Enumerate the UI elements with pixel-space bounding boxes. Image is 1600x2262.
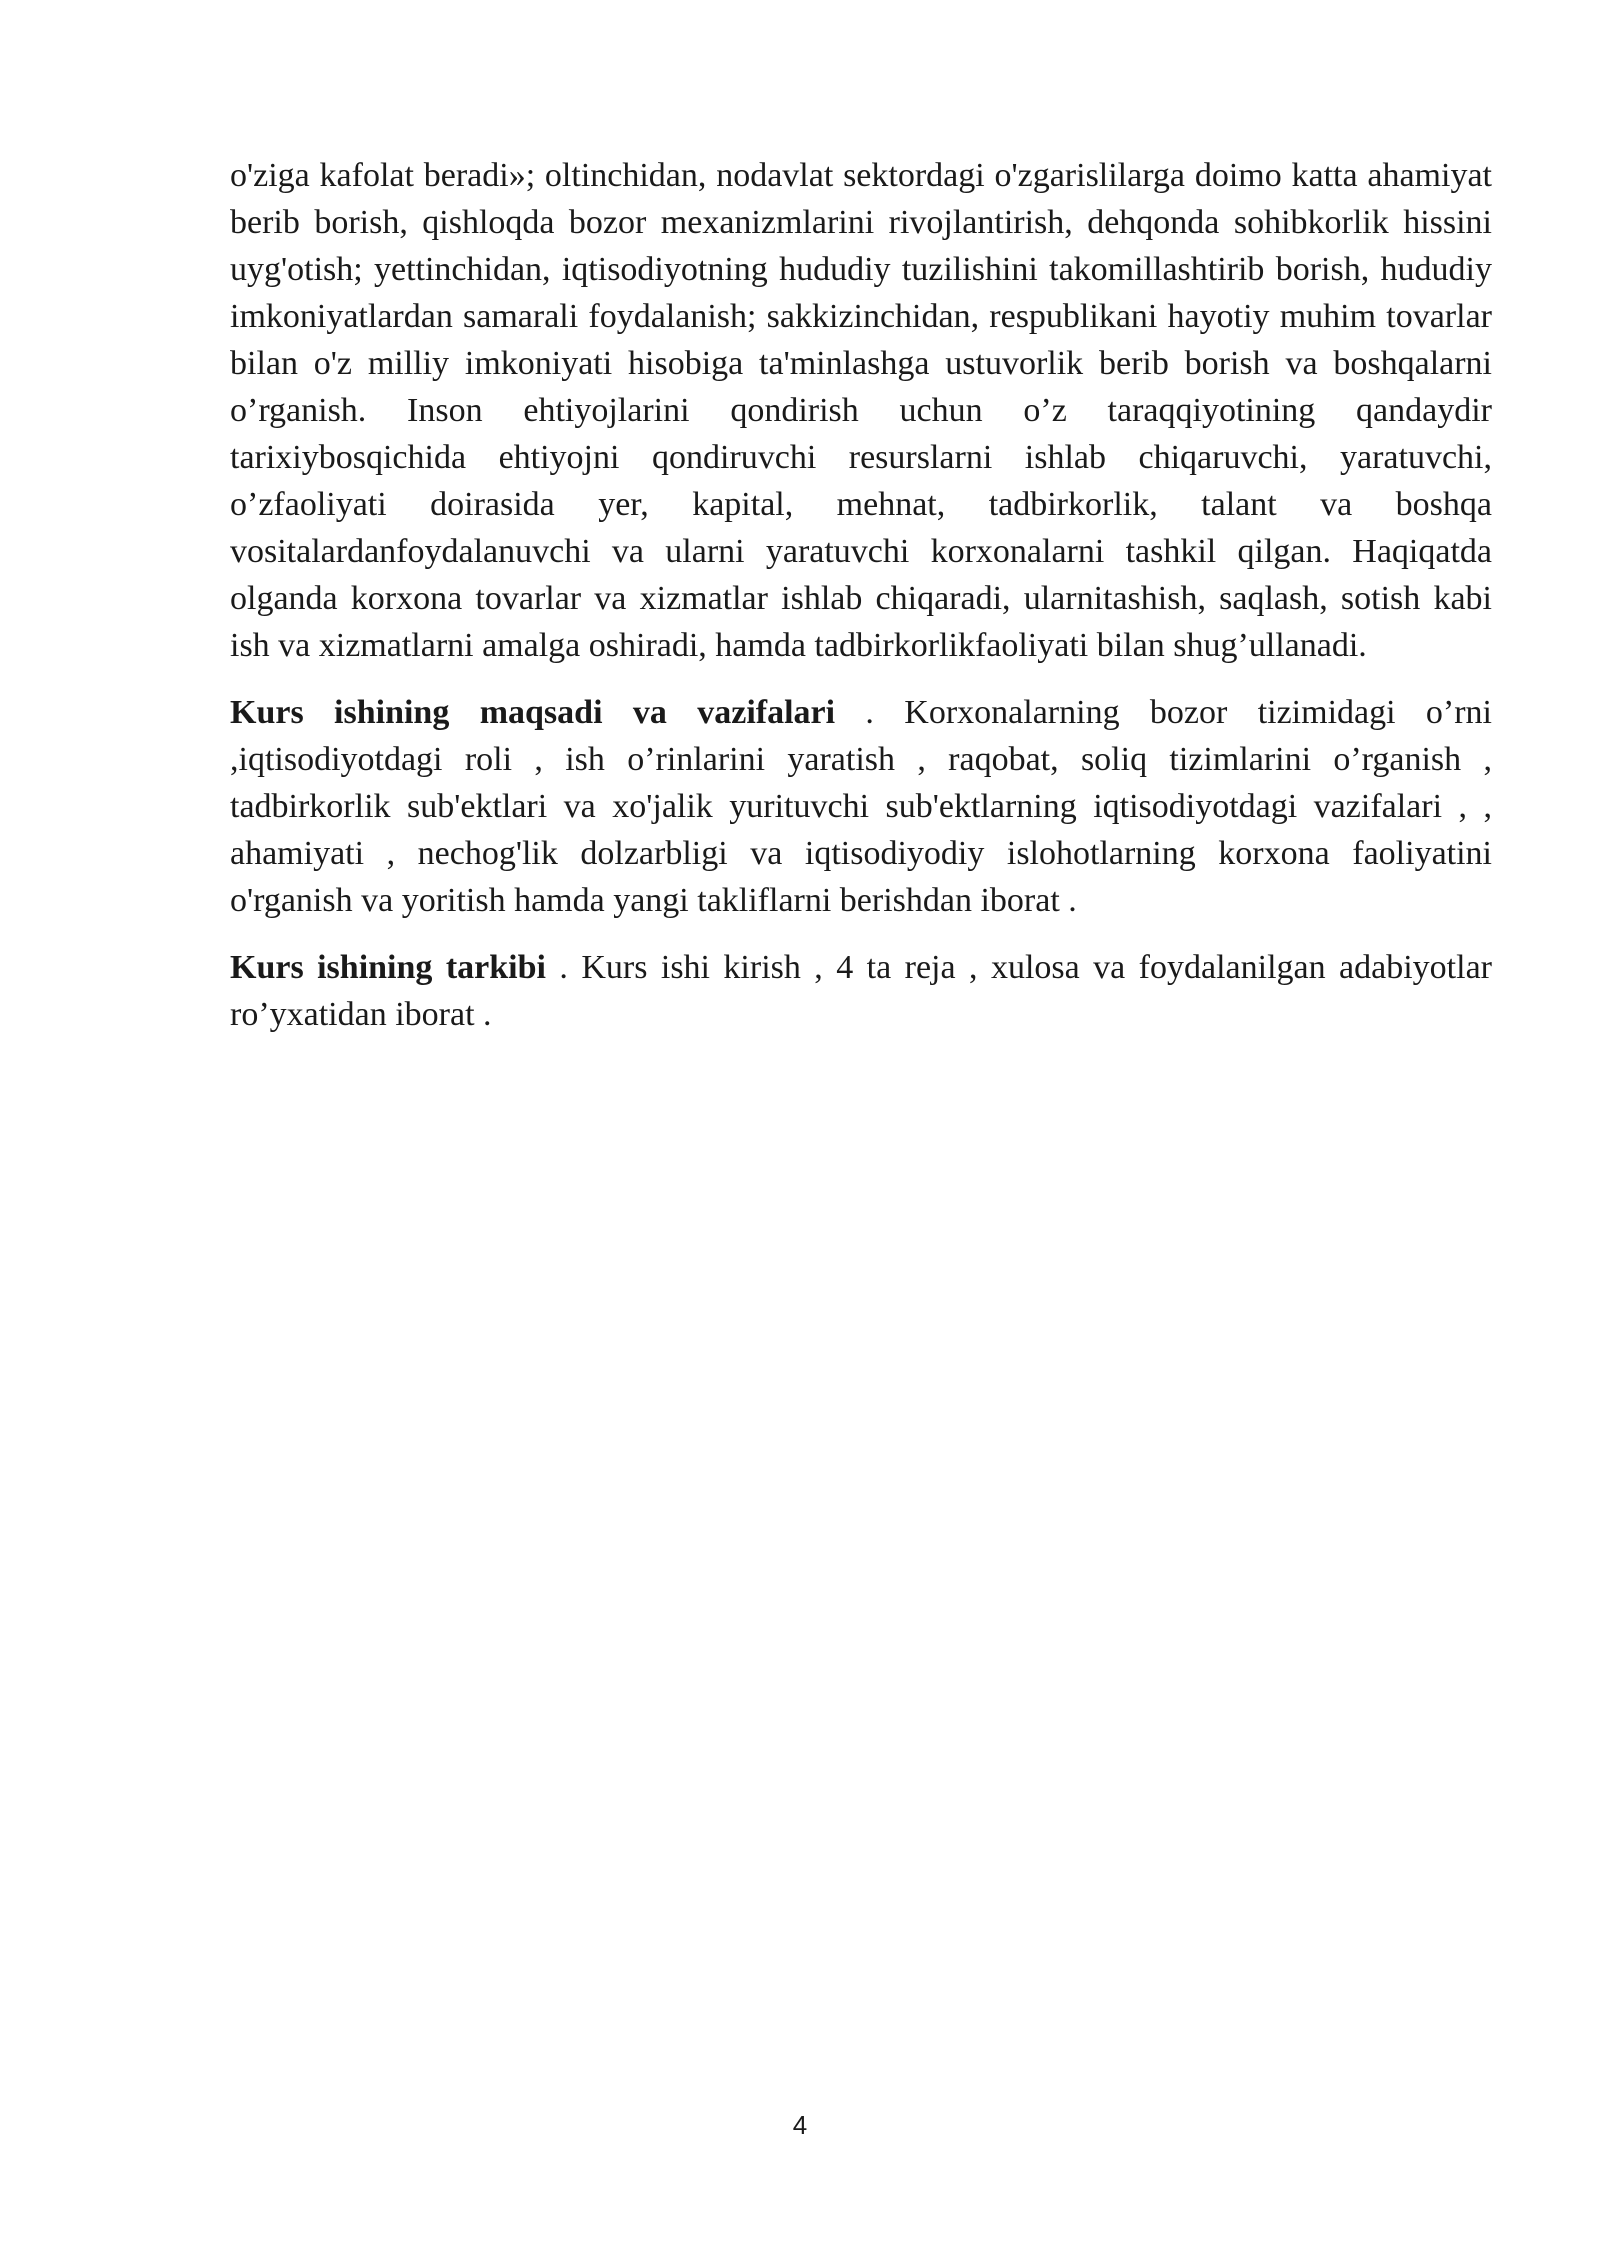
page-number: 4 [792,2110,808,2140]
paragraph-3-text: . Kurs ishi kirish , 4 ta reja , xulosa va foydalanilgan adabiyotlar ro’yxatidan iborat . [230,949,1492,1033]
paragraph-1-text: o'ziga kafolat beradi»; oltinchidan, nodavlat sektordagi o'zgarislilarga doimo katta ahamiyat berib borish, qishloqda bozor mexanizmlarini rivojlantirish, dehqonda sohibkorlik hissini uyg'otish; yettinchidan, iqtisodiyotning hududiy tuzilishini takomillashtirib borish, hududiy imkoniyatlardan samarali foydalanish; sakkizinchidan, respublikani hayotiy muhim tovarlar bilan o'z milliy imkoniyati hisobiga ta'minlashga ustuvorlik berib borish va boshqalarni o’rganish. Inson ehtiyojlarini qondirish uchun o’z taraqqiyotining qandaydir tarixiybosqichida ehtiyojni qondiruvchi resurslarni ishlab chiqaruvchi, yaratuvchi, o’zfaoliyati doirasida yer, kapital, mehnat, tadbirkorlik, talant va boshqa vositalardanfoydalanuvchi va ularni yaratuvchi korxonalarni tashkil qilgan. Haqiqatda olganda korxona tovarlar va xizmatlar ishlab chiqaradi, ularnitashish, saqlash, sotish kabi ish va xizmatlarni amalga oshiradi, hamda tadbirkorlikfaoliyati bilan shug’ullanadi. [230,157,1492,664]
paragraph-1 [230,152,1492,669]
paragraph-3-heading: Kurs ishining tarkibi [230,949,546,986]
paragraph-2-text: . Korxonalarning bozor tizimidagi o’rni ,iqtisodiyotdagi roli , ish o’rinlarini yaratish , raqobat, soliq tizimlarini o’rganish , tadbirkorlik sub'ektlari va xo'jalik yurituvchi sub'ektlarning iqtisodiyotdagi vazifalari , , ahamiyati , nechog'lik dolzarbligi va iqtisodiyodiy islohotlarning korxona faoliyatini o'rganish va yoritish hamda yangi takliflarni berishdan iborat . [230,694,1493,919]
paragraph-2 [230,689,1492,924]
paragraph-3 [230,944,1492,1038]
paragraph-2-heading: Kurs ishining maqsadi va vazifalari [230,694,836,731]
document-body [230,152,1492,1058]
